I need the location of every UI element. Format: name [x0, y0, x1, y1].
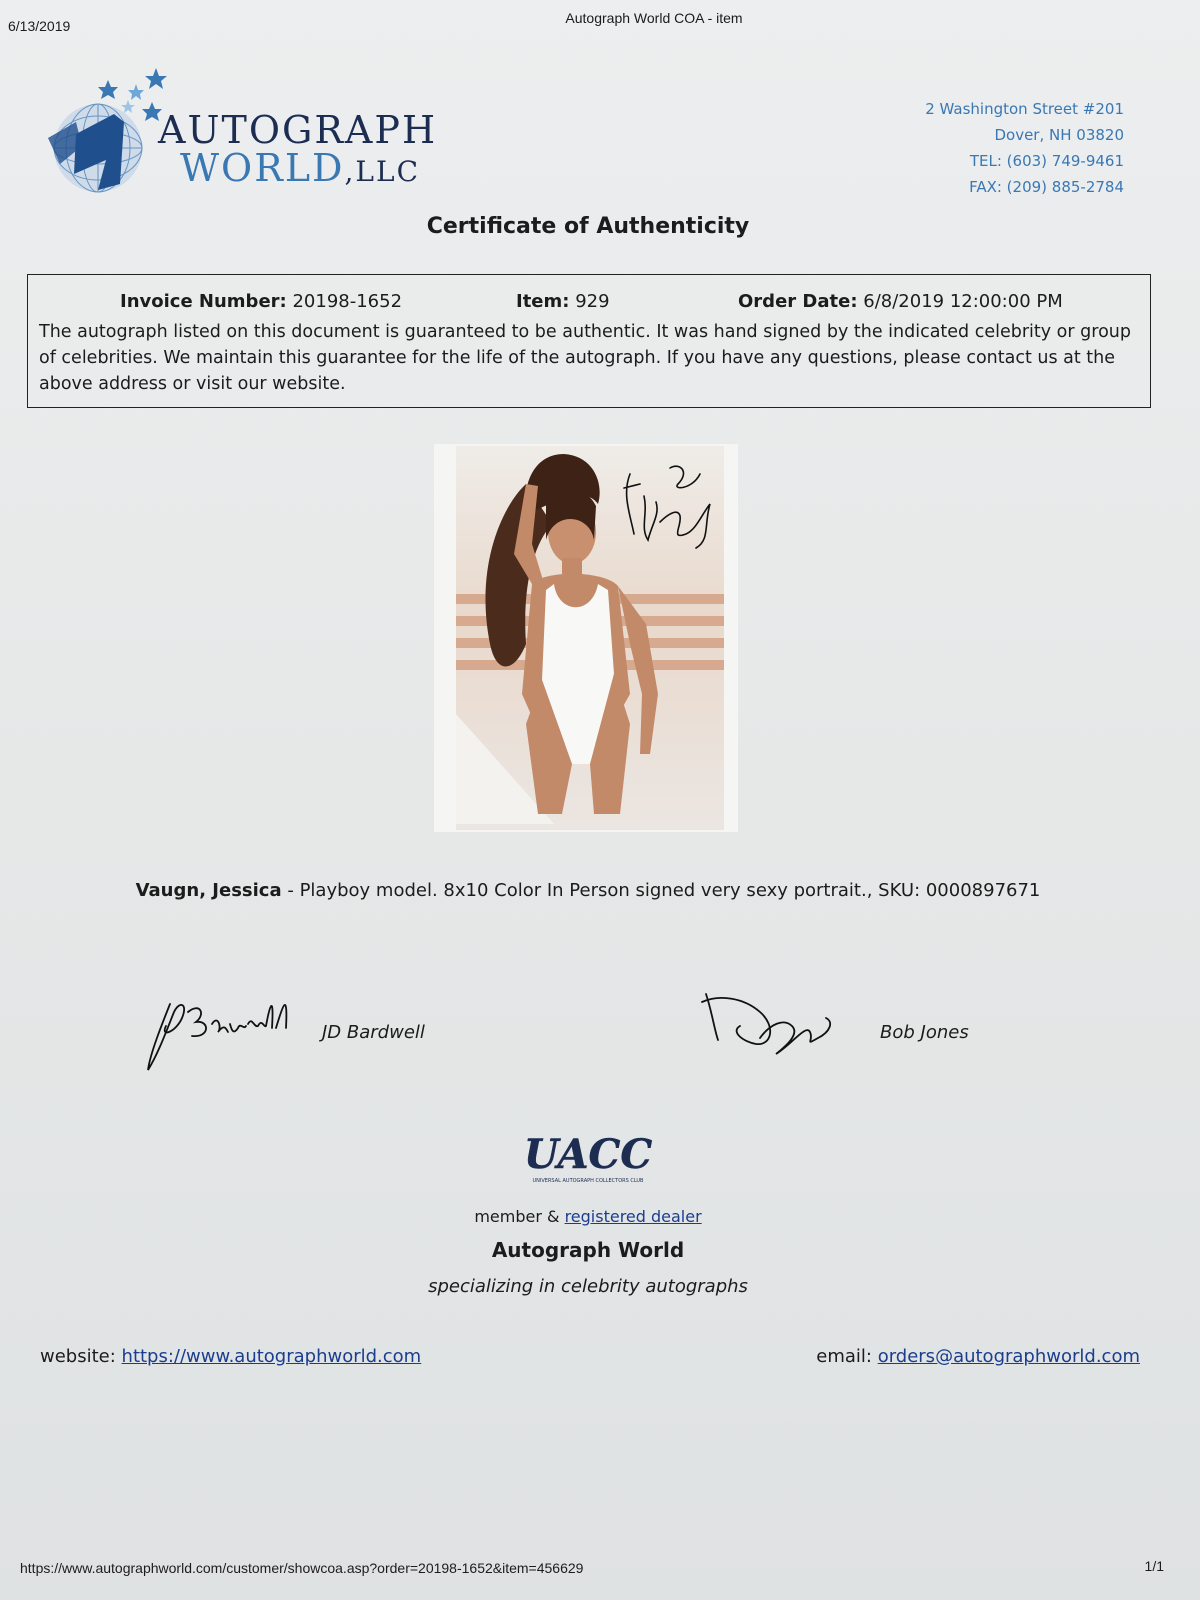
order-date-value: 6/8/2019 12:00:00 PM: [863, 291, 1063, 312]
address-street: 2 Washington Street #201: [925, 100, 1124, 118]
item-celebrity-name: Vaugn, Jessica: [135, 880, 282, 901]
email-link[interactable]: orders@autographworld.com: [877, 1346, 1140, 1367]
item-value: 929: [575, 291, 610, 312]
member-prefix: member &: [474, 1207, 565, 1226]
logo-wordmark-line2: [180, 146, 420, 190]
invoice-label: Invoice Number:: [120, 291, 287, 312]
certificate-info-box: [27, 274, 1151, 408]
company-address: [925, 96, 1124, 200]
item-details: - Playboy model. 8x10 Color In Person signed very sexy portrait., SKU: 0000897671: [281, 880, 1041, 901]
order-date-label: Order Date:: [738, 291, 858, 312]
company-name: Autograph World: [491, 1238, 685, 1262]
address-city: Dover, NH 03820: [994, 126, 1124, 144]
item-label: Item:: [516, 291, 570, 312]
logo-llc: ,LLC: [344, 155, 421, 188]
address-phone: TEL: (603) 749-9461: [969, 152, 1124, 170]
uacc-logo-text: UACC: [523, 1131, 653, 1178]
jd-bardwell-signature-icon: [140, 984, 300, 1080]
logo-wordmark-line1: AUTOGRAPH: [158, 108, 438, 152]
website-link[interactable]: https://www.autographworld.com: [121, 1346, 422, 1367]
certificate-title: Certificate of Authenticity: [426, 214, 750, 239]
website-line: [40, 1346, 421, 1367]
autographed-photo: [434, 444, 738, 832]
invoice-value: 20198-1652: [292, 291, 403, 312]
signer-name-bob-jones: Bob Jones: [880, 1022, 969, 1043]
print-page-title: Autograph World COA - item: [565, 10, 743, 26]
invoice-number: [120, 291, 402, 312]
website-label: website:: [40, 1346, 122, 1367]
print-date: 6/13/2019: [8, 18, 71, 34]
globe-icon: [48, 104, 142, 192]
item-description: [0, 880, 1176, 901]
email-line: [816, 1346, 1140, 1367]
order-date: [738, 291, 1063, 312]
bob-jones-signature-icon: [700, 988, 840, 1064]
print-footer-url: https://www.autographworld.com/customer/showcoa.asp?order=20198-1652&item=456629: [20, 1560, 584, 1576]
uacc-logo: [508, 1130, 668, 1190]
uacc-logo-subtext: UNIVERSAL AUTOGRAPH COLLECTORS CLUB: [532, 1178, 644, 1184]
logo-world: WORLD: [180, 146, 345, 190]
member-line: [0, 1207, 1176, 1226]
signer-name-jd-bardwell: JD Bardwell: [322, 1022, 425, 1043]
company-tagline: specializing in celebrity autographs: [428, 1276, 748, 1297]
item-number: [516, 291, 610, 312]
email-label: email:: [816, 1346, 878, 1367]
guarantee-text: The autograph listed on this document is guaranteed to be authentic. It was hand signed by the indicated celebrity or group of celebrities. We maintain this guarantee for the life of the autograph. If you have any questions, please contact us at the above address or visit our website.: [39, 322, 1131, 394]
print-page-number: 1/1: [1144, 1558, 1164, 1574]
registered-dealer-link[interactable]: registered dealer: [564, 1207, 702, 1226]
address-fax: FAX: (209) 885-2784: [969, 178, 1124, 196]
